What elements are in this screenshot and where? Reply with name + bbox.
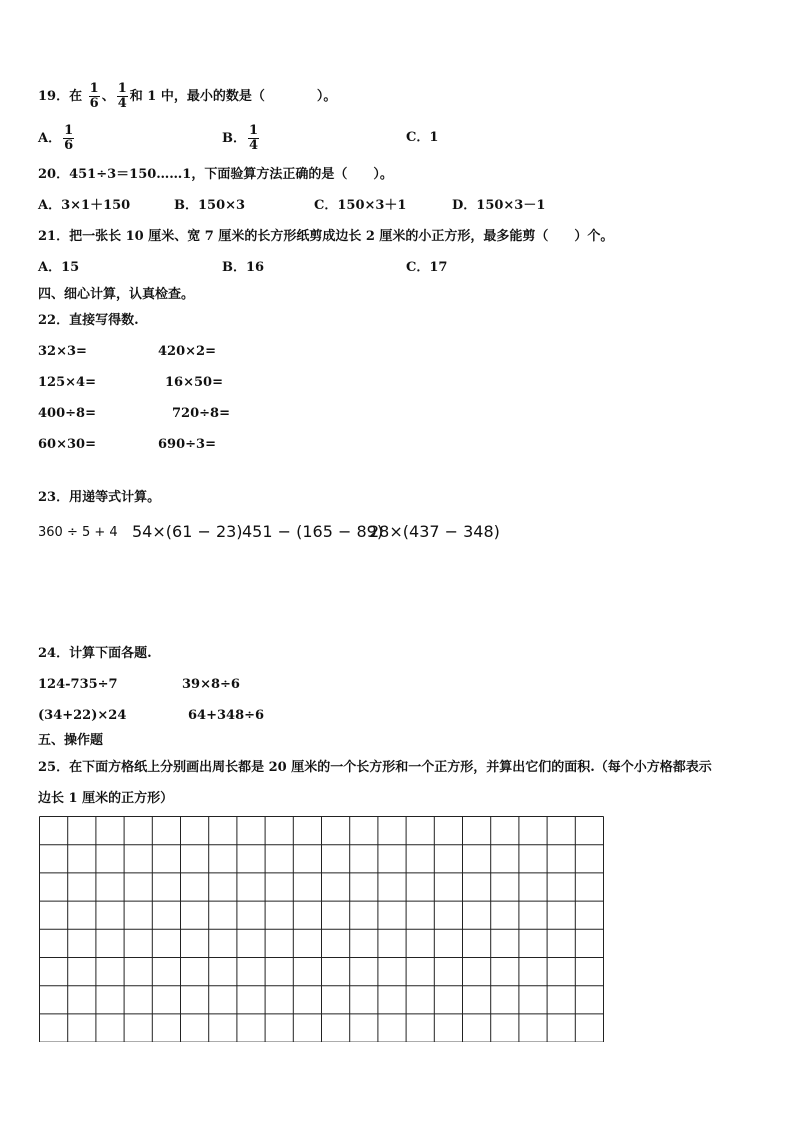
- q24-item: (34+22)×24: [38, 708, 127, 723]
- q23-expression: 451 − (165 − 89): [242, 522, 384, 541]
- section-4-title: 四、细心计算，认真检查。: [38, 287, 195, 302]
- q22-item: 125×4=: [38, 375, 96, 390]
- q19-number: 19．: [38, 89, 70, 104]
- q20-option-a[interactable]: A．3×1＋150: [38, 198, 131, 213]
- q19-option-a[interactable]: A． $\frac{1}{6}$: [38, 123, 74, 153]
- q19-fraction-one-fourth: $\frac{1}{4}$: [117, 81, 127, 111]
- q22-item: 420×2=: [158, 344, 216, 359]
- q20-option-c[interactable]: C．150×3＋1: [314, 198, 407, 213]
- q23-expression: 28×(437 − 348): [369, 522, 500, 541]
- q19-pre: 在: [69, 89, 83, 104]
- q25-stem-line1: 25．在下面方格纸上分别画出周长都是 20 厘米的一个长方形和一个正方形，并算出它们的面积.（每个小方格都表示: [38, 760, 712, 775]
- q25-stem-line2: 边长 1 厘米的正方形）: [38, 791, 174, 806]
- square-grid-paper[interactable]: [39, 816, 608, 1042]
- q19-option-b-fraction: $\frac{1}{4}$: [249, 123, 259, 153]
- q23-stem: 23．用递等式计算。: [38, 490, 161, 505]
- q20-option-b[interactable]: B．150×3: [174, 198, 246, 213]
- q21-stem: 21．把一张长 10 厘米、宽 7 厘米的长方形纸剪成边长 2 厘米的小正方形，最多能剪（ ）个。: [38, 229, 614, 244]
- q24-item: 124-735÷7: [38, 677, 118, 692]
- q19-fraction-one-sixth: $\frac{1}{6}$: [89, 81, 99, 111]
- q19-option-b[interactable]: B． $\frac{1}{4}$: [222, 123, 259, 153]
- q23-expression: 360 ÷ 5 + 4: [38, 525, 118, 540]
- q23-expression: 54×(61 − 23): [132, 522, 243, 541]
- q22-item: 690÷3=: [158, 437, 216, 452]
- q22-stem: 22．直接写得数.: [38, 313, 139, 328]
- q19-stem: [38, 82, 336, 112]
- q22-item: 32×3=: [38, 344, 87, 359]
- q21-option-b[interactable]: B．16: [222, 260, 265, 275]
- q22-item: 16×50=: [165, 375, 223, 390]
- q24-item: 64+348÷6: [188, 708, 265, 723]
- section-5-title: 五、操作题: [38, 733, 104, 748]
- q21-option-a[interactable]: A．15: [38, 260, 80, 275]
- q24-item: 39×8÷6: [182, 677, 240, 692]
- q22-item: 400÷8=: [38, 406, 96, 421]
- q19-option-a-fraction: $\frac{1}{6}$: [64, 123, 74, 153]
- q19-separator: 、: [101, 89, 115, 104]
- q19-post: 和 1 中，最小的数是（ ）。: [129, 89, 337, 104]
- q24-stem: 24．计算下面各题.: [38, 646, 152, 661]
- q19-option-c[interactable]: C．1: [406, 130, 439, 145]
- q22-item: 720÷8=: [172, 406, 230, 421]
- q21-option-c[interactable]: C．17: [406, 260, 448, 275]
- q20-stem: 20．451÷3＝150……1，下面验算方法正确的是（ ）。: [38, 167, 393, 182]
- q22-item: 60×30=: [38, 437, 96, 452]
- q20-option-d[interactable]: D．150×3－1: [452, 198, 546, 213]
